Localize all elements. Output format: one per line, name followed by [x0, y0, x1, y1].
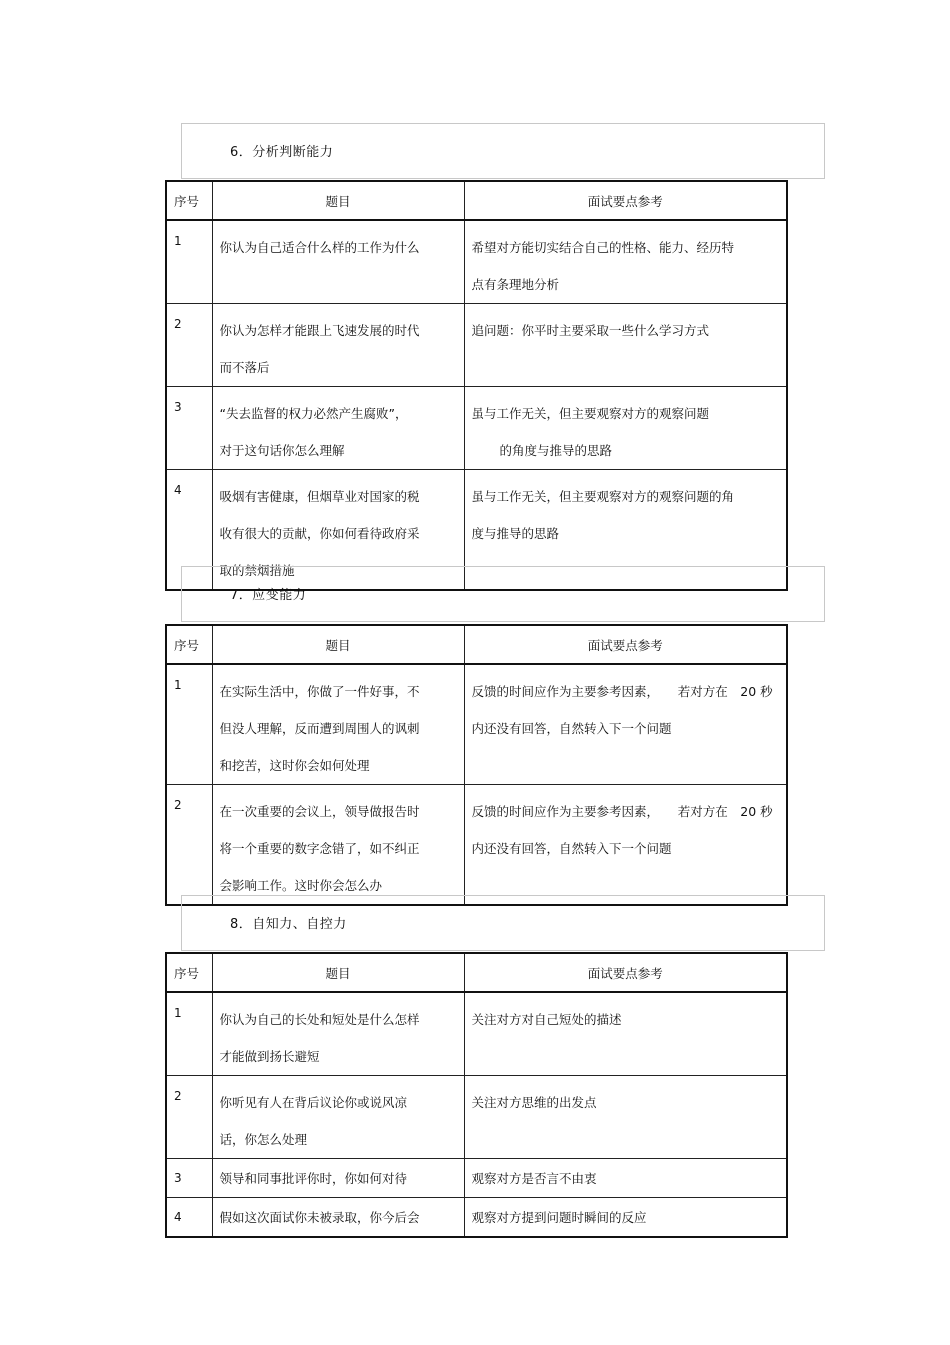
- row-question: [212, 304, 464, 387]
- reference-line: 内还没有回答，自然转入下一个问题: [471, 721, 672, 736]
- reference-line: 观察对方提到问题时瞬间的反应: [471, 1210, 647, 1225]
- question-line: 你听见有人在背后议论你或说风凉: [219, 1095, 408, 1110]
- header-seq: 序号: [166, 181, 212, 220]
- row-seq: 2: [166, 785, 212, 906]
- table-row: [166, 304, 787, 387]
- question-line: 你认为怎样才能跟上飞速发展的时代: [219, 323, 420, 338]
- section-header-7: [181, 566, 825, 622]
- question-table-7: [165, 624, 788, 906]
- table-row: [166, 1198, 787, 1238]
- reference-line: 追问题：你平时主要采取一些什么学习方式: [471, 323, 710, 338]
- question-line: 在实际生活中，你做了一件好事，不: [219, 684, 420, 699]
- row-reference: [464, 1076, 787, 1159]
- reference-line: 内还没有回答，自然转入下一个问题: [471, 841, 672, 856]
- header-reference: 面试要点参考: [464, 181, 787, 220]
- header-seq: 序号: [166, 625, 212, 664]
- row-seq: 1: [166, 664, 212, 785]
- table-row: [166, 785, 787, 906]
- section-header-8: [181, 895, 825, 951]
- header-reference: 面试要点参考: [464, 953, 787, 992]
- question-line: 和挖苦，这时你会如何处理: [219, 758, 370, 773]
- section-title: 7．应变能力: [230, 588, 307, 603]
- question-table-8: [165, 952, 788, 1238]
- header-question: 题目: [212, 953, 464, 992]
- row-question: [212, 992, 464, 1076]
- table-header-row: [166, 181, 787, 220]
- table-header-row: [166, 953, 787, 992]
- table-row: [166, 1159, 787, 1198]
- row-reference: [464, 387, 787, 470]
- row-reference: [464, 220, 787, 304]
- row-seq: 2: [166, 1076, 212, 1159]
- reference-line: 希望对方能切实结合自己的性格、能力、经历特: [471, 240, 735, 255]
- row-seq: 1: [166, 992, 212, 1076]
- question-line: 你认为自己的长处和短处是什么怎样: [219, 1012, 420, 1027]
- question-line: 会影响工作。这时你会怎么办: [219, 878, 383, 893]
- header-reference: 面试要点参考: [464, 625, 787, 664]
- row-question: [212, 1076, 464, 1159]
- table-row: [166, 664, 787, 785]
- question-line: 领导和同事批评你时，你如何对待: [219, 1171, 408, 1186]
- row-reference: [464, 304, 787, 387]
- reference-line: 反馈的时间应作为主要参考因素， 若对方在 20 秒: [471, 684, 773, 699]
- question-line: 话，你怎么处理: [219, 1132, 308, 1147]
- row-seq: 2: [166, 304, 212, 387]
- question-line: 收有很大的贡献，你如何看待政府采: [219, 526, 420, 541]
- question-line: 假如这次面试你未被录取，你今后会: [219, 1210, 420, 1225]
- row-question: [212, 785, 464, 906]
- table-row: [166, 1076, 787, 1159]
- row-seq: 3: [166, 387, 212, 470]
- question-line: 你认为自己适合什么样的工作为什么: [219, 240, 420, 255]
- table-row: [166, 220, 787, 304]
- header-question: 题目: [212, 181, 464, 220]
- question-line: 将一个重要的数字念错了，如不纠正: [219, 841, 420, 856]
- row-question: [212, 387, 464, 470]
- reference-line: 的角度与推导的思路: [499, 443, 613, 458]
- reference-line: 度与推导的思路: [471, 526, 560, 541]
- reference-line: 观察对方是否言不由衷: [471, 1171, 597, 1186]
- row-question: [212, 1159, 464, 1198]
- row-question: [212, 220, 464, 304]
- reference-line: 关注对方思维的出发点: [471, 1095, 597, 1110]
- row-seq: 4: [166, 470, 212, 591]
- row-reference: [464, 1198, 787, 1238]
- row-reference: [464, 992, 787, 1076]
- row-seq: 1: [166, 220, 212, 304]
- reference-line: 关注对方对自己短处的描述: [471, 1012, 622, 1027]
- table-header-row: [166, 625, 787, 664]
- row-reference: [464, 664, 787, 785]
- question-table-6: [165, 180, 788, 591]
- question-line: 在一次重要的会议上，领导做报告时: [219, 804, 420, 819]
- row-question: [212, 664, 464, 785]
- row-seq: 3: [166, 1159, 212, 1198]
- question-line: 而不落后: [219, 360, 270, 375]
- question-line: “失去监督的权力必然产生腐败”，: [219, 406, 408, 421]
- reference-line: 虽与工作无关，但主要观察对方的观察问题的角: [471, 489, 735, 504]
- row-reference: [464, 1159, 787, 1198]
- reference-line: 反馈的时间应作为主要参考因素， 若对方在 20 秒: [471, 804, 773, 819]
- row-question: [212, 1198, 464, 1238]
- header-question: 题目: [212, 625, 464, 664]
- question-line: 但没人理解，反而遭到周围人的讽刺: [219, 721, 420, 736]
- reference-line: 点有条理地分析: [471, 277, 560, 292]
- reference-line: 虽与工作无关，但主要观察对方的观察问题: [471, 406, 710, 421]
- question-line: 对于这句话你怎么理解: [219, 443, 345, 458]
- header-seq: 序号: [166, 953, 212, 992]
- question-line: 才能做到扬长避短: [219, 1049, 320, 1064]
- row-reference: [464, 785, 787, 906]
- question-line: 吸烟有害健康，但烟草业对国家的税: [219, 489, 420, 504]
- section-header-6: [181, 123, 825, 179]
- table-row: [166, 992, 787, 1076]
- section-title: 6．分析判断能力: [230, 145, 334, 160]
- section-title: 8．自知力、自控力: [230, 917, 347, 932]
- row-seq: 4: [166, 1198, 212, 1238]
- table-row: [166, 387, 787, 470]
- question-line: 取的禁烟措施: [219, 563, 295, 578]
